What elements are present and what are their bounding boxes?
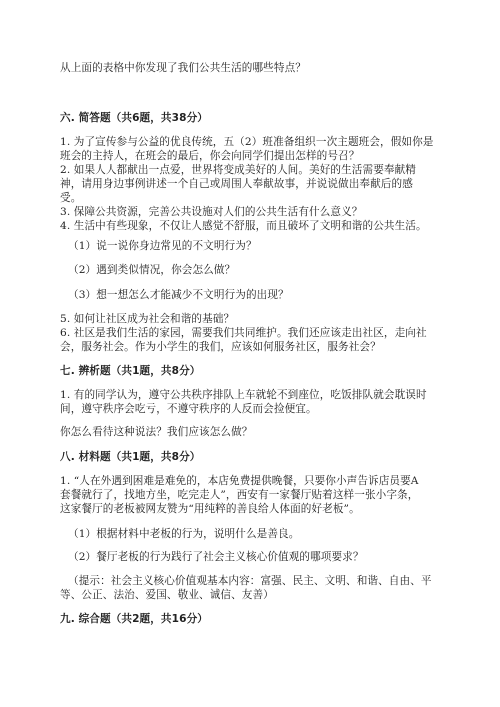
question-text: 5. 如何让社区成为社会和谐的基础？ <box>60 313 235 325</box>
hint-text: 等、公正、法治、爱国、敬业、诚信、友善） <box>60 589 274 601</box>
section-heading-comprehensive: 九. 综合题（共2题，共16分） <box>60 613 208 625</box>
sub-question: （2）遇到类似情况，你会怎么做？ <box>68 264 236 276</box>
sub-question: （1）根据材料中老板的行为，说明什么是善良。 <box>68 528 300 540</box>
question-text: 这家餐厅的老板被网友赞为“用纯粹的善良给人体面的好老板”。 <box>60 503 360 515</box>
section-heading-material: 八. 材料题（共1题，共8分） <box>60 451 201 463</box>
question-text: 1. 有的同学认为，遵守公共秩序排队上车就轮不到座位，吃饭排队就会耽误时 <box>60 389 427 401</box>
question-text: 3. 保障公共资源，完善公共设施对人们的公共生活有什么意义？ <box>60 206 363 218</box>
question-text: 会，服务社会。作为小学生的我们，应该如何服务社区，服务社会？ <box>60 341 381 353</box>
section-heading-short-answer: 六. 简答题（共6题，共38分） <box>60 112 208 124</box>
question-text: 4. 生活中有些现象，不仅让人感觉不舒服，而且破坏了文明和谐的公共生活。 <box>60 220 427 232</box>
sub-question: （3）想一想怎么才能减少不文明行为的出现？ <box>68 289 289 301</box>
question-text: 班会的主持人，在班会的最后，你会向同学们提出怎样的号召？ <box>60 150 360 162</box>
question-text: 1. 为了宣传参与公益的优良传统，五（2）班准备组织一次主题班会，假如你是 <box>60 136 434 148</box>
question-text: 间，遵守秩序会吃亏，不遵守秩序的人反而会捡便宜。 <box>60 403 317 415</box>
hint-text: （提示：社会主义核心价值观基本内容：富强、民主、文明、和谐、自由、平 <box>68 575 432 587</box>
sub-question: （2）餐厅老板的行为践行了社会主义核心价值观的哪项要求？ <box>68 551 364 563</box>
question-text: 6. 社区是我们生活的家园，需要我们共同维护。我们还应该走出社区，走向社 <box>60 327 427 339</box>
question-text: 从上面的表格中你发现了我们公共生活的哪些特点？ <box>60 62 306 74</box>
sub-question: （1）说一说你身边常见的不文明行为？ <box>68 240 257 252</box>
question-text: 1. “人在外遇到困难是难免的，本店免费提供晚餐，只要你小声告诉店员要A <box>60 475 419 487</box>
question-text: 受。 <box>60 192 82 204</box>
question-text: 你怎么看待这种说法？我们应该怎么做？ <box>60 426 253 438</box>
question-text: 2. 如果人人都献出一点爱，世界将变成美好的人间。美好的生活需要奉献精 <box>60 164 416 176</box>
section-heading-discrimination: 七. 辨析题（共1题，共8分） <box>60 365 201 377</box>
question-text: 神，请用身边事例讲述一个自己或周围人奉献故事，并说说做出奉献后的感 <box>60 178 413 190</box>
question-text: 套餐就行了，找地方坐，吃完走人”，西安有一家餐厅贴着这样一张小字条， <box>60 489 419 501</box>
